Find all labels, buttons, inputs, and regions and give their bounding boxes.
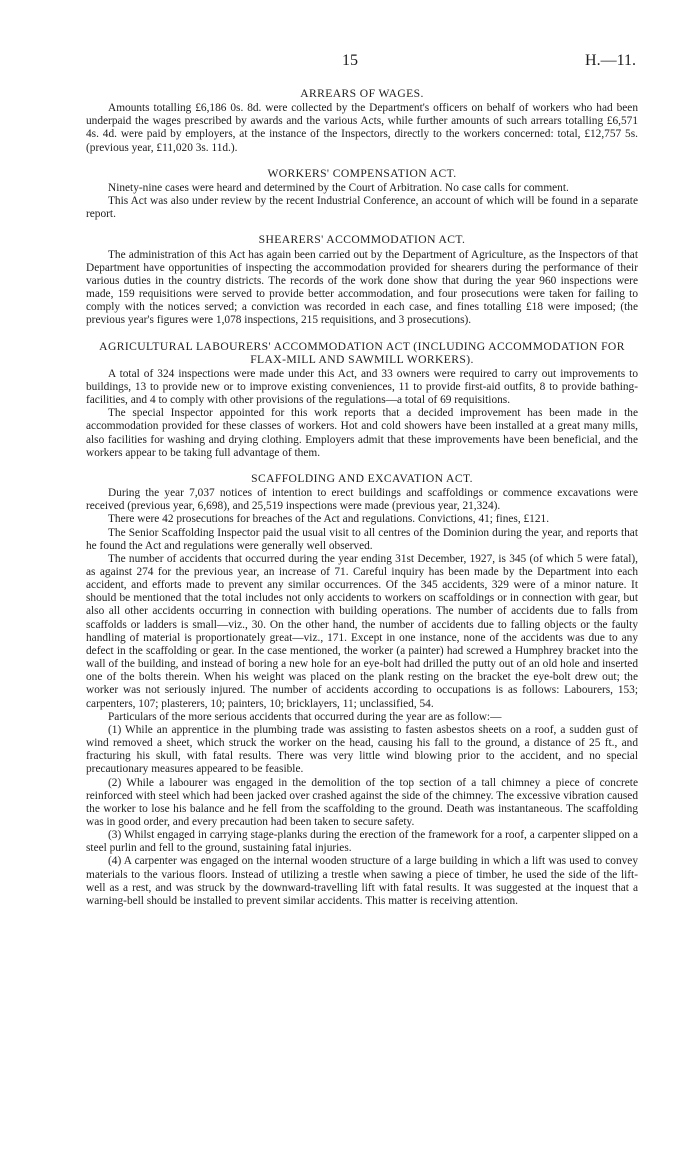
paragraph: The Senior Scaffolding Inspector paid the usual visit to all centres of the Dominion during the year, and reports that he found the Act and regulations were generally well observed. [86, 526, 638, 552]
paragraph: The special Inspector appointed for this work reports that a decided improvement has been made in the accommodation provided for these classes of workers. Hot and cold showers have been installed at a great many mills, also facilities for washing and drying clothing. Employers admit that these improvements have been beneficial, and the workers appear to be taking full advantage of them. [86, 407, 638, 459]
paragraph: Ninety-nine cases were heard and determined by the Court of Arbitration. No case calls for comment. [108, 181, 569, 194]
section-shearers-accommodation [86, 233, 638, 327]
paragraph: A total of 324 inspections were made under this Act, and 33 owners were required to carry out improvements to buildings, 13 to provide new or to improve existing conveniences, 11 to provide first-aid outfits, 8 to provide bathing-facilities, and 4 to comply with other provisions of the regulations—a total of 69 requisitions. [86, 367, 638, 407]
list-item: (2) While a labourer was engaged in the demolition of the top section of a tall chimney a piece of concrete reinforced with steel which had been jacked over crashed against the side of the chimney. The excessive vibration caused the worker to lose his balance and he fell from the scaffolding to the ground. Death was instantaneous. The scaffolding was in good order, and every precaution had been taken to secure safety. [86, 776, 638, 828]
paragraph: Particulars of the more serious accidents that occurred during the year are as follow:— [108, 710, 502, 723]
section-heading: SCAFFOLDING AND EXCAVATION ACT. [251, 471, 473, 485]
paragraph: Amounts totalling £6,186 0s. 8d. were collected by the Department's officers on behalf of workers who had been underpaid the wages prescribed by awards and the various Acts, while further amounts of such arrears totalling £6,571 4s. 4d. were paid by employers, at the instance of the Inspectors, directly to the workers concerned: total, £12,757 5s. (previous year, £11,020 3s. 11d.). [86, 102, 638, 154]
list-item: (3) Whilst engaged in carrying stage-planks during the erection of the framework for a roof, a carpenter slipped on a steel purlin and fell to the ground, sustaining fatal injuries. [86, 829, 638, 855]
paragraph: There were 42 prosecutions for breaches of the Act and regulations. Convictions, 41; fines, £121. [108, 513, 550, 526]
section-heading: WORKERS' COMPENSATION ACT. [267, 166, 457, 180]
series-code: H.—11. [585, 52, 636, 69]
paragraph: The number of accidents that occurred during the year ending 31st December, 1927, is 345 (of which 5 were fatal), as against 274 for the previous year, an increase of 71. Careful inquiry has been made by the Department into each accident, and efforts made to prevent any similar occurrences. Of the 345 accidents, 329 were of a minor nature. It should be mentioned that the total includes not only accidents to workers on scaffoldings or in connection with gear, but also all other accidents occurring in connection with building operations. The number of accidents due to falls from scaffolds or ladders is small—viz., 30. On the other hand, the number of accidents due to falling objects or the faulty handling of material is proportionately great—viz., 171. Except in one instance, none of the accidents was due to any defect in the scaffolding or gear. In the case mentioned, the worker (a painter) had screwed a Humphrey bracket into the wall of the building, and instead of boring a new hole for an eye-bolt had drilled the putty out of an old hole and inserted one of the bolts therein. When his weight was placed on the plank resting on the bracket the eye-bolt drew out; the worker was not seriously injured. The number of accidents according to occupations is as follows: Labourers, 153; carpenters, 107; plasterers, 10; painters, 10; bricklayers, 11; unclassified, 54. [86, 552, 638, 710]
section-heading: ARREARS OF WAGES. [300, 87, 424, 100]
section-agricultural-labourers [86, 340, 638, 460]
section-arrears-of-wages [86, 87, 638, 155]
page-number: 15 [342, 52, 358, 69]
section-heading: SHEARERS' ACCOMMODATION ACT. [258, 233, 466, 247]
paragraph: The administration of this Act has again been carried out by the Department of Agriculture, as the Inspectors of that Department have opportunities of inspecting the accommodation provided for shearers during the performance of their various duties in the country districts. The records of the work done show that during the year 960 inspections were made, 159 requisitions were served to provide better accommodation, and four prosecutions were taken for failing to comply with the notices served; a conviction was recorded in each case, and fines totalling £18 were imposed; (the previous year's figures were 1,078 inspections, 215 requisitions, and 3 prosecutions). [86, 248, 638, 327]
paragraph: This Act was also under review by the recent Industrial Conference, an account of which will be found in a separate report. [86, 195, 638, 221]
list-item: (4) A carpenter was engaged on the internal wooden structure of a large building in which a lift was used to convey materials to the various floors. Instead of utilizing a trestle when sawing a piece of timber, he used the side of the lift-well as a rest, and was struck by the downward-travelling lift with fatal results. It was suggested at the inquest that a warning-bell should be installed to prevent similar accidents. This matter is receiving attention. [86, 855, 638, 907]
list-item: (1) While an apprentice in the plumbing trade was assisting to fasten asbestos sheets on a roof, a sudden gust of wind removed a sheet, which struck the worker on the head, causing his fall to the ground, a distance of 25 ft., and fracturing his skull, with fatal results. There was very little wind blowing prior to the accident, and no special precautionary measures appeared to be feasible. [86, 723, 638, 776]
section-scaffolding-excavation [86, 472, 638, 908]
section-heading: AGRICULTURAL LABOURERS' ACCOMMODATION ACT (INCLUDING ACCOMMODATION FOR FLAX-MILL AND SAWMILL WORKERS). [99, 339, 625, 366]
paragraph: During the year 7,037 notices of intention to erect buildings and scaffoldings or commence excavations were received (previous year, 6,698), and 25,519 inspections were made (previous year, 21,324). [86, 487, 638, 513]
section-workers-compensation [86, 167, 638, 222]
